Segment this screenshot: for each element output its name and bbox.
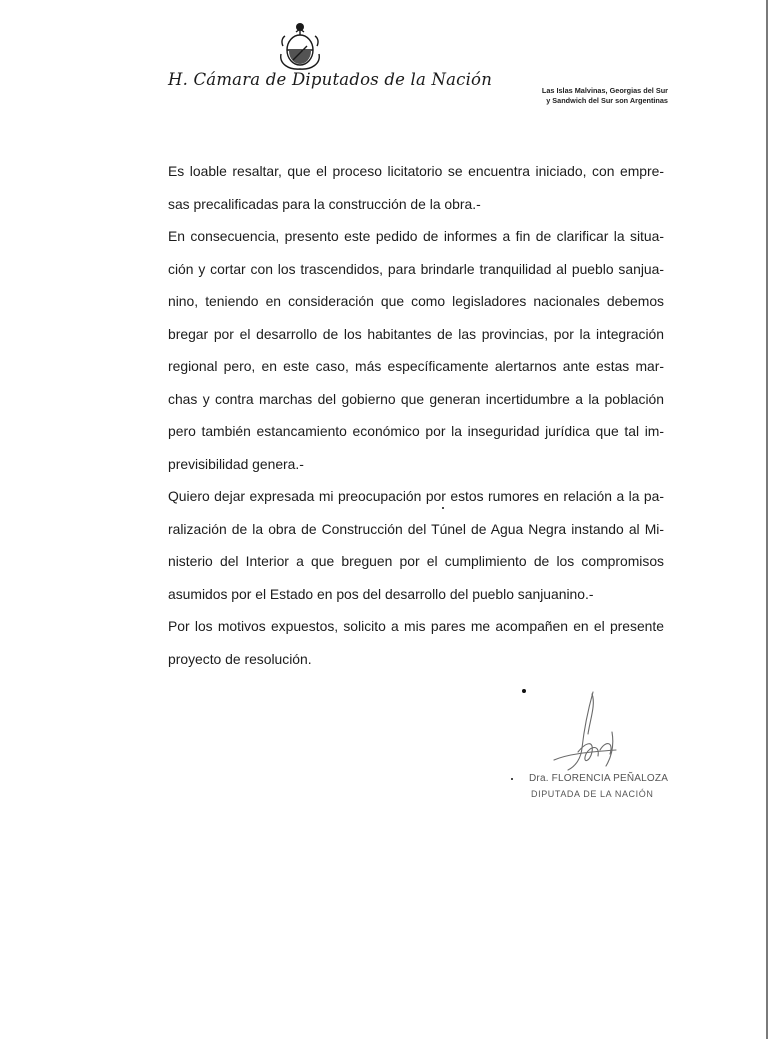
body-line: nisterio del Interior a que breguen por el cumplimiento de los compromisos [168,553,664,569]
document-body [168,155,664,675]
ink-dot [511,778,513,780]
body-line: proyecto de resolución. [168,650,312,667]
ink-dot [522,689,526,693]
signatory-name: Dra. FLORENCIA PEÑALOZA [529,773,669,784]
body-line: Por los motivos expuestos, solicito a mis pares me acompañen en el presente [168,618,664,634]
signatory-title: DIPUTADA DE LA NACIÓN [531,789,654,799]
malvinas-legend [500,86,668,106]
body-line: previsibilidad genera.- [168,455,304,472]
body-line: En consecuencia, presento este pedido de informes a fin de clarificar la situa- [168,228,664,244]
body-line: regional pero, en este caso, más específicamente alertarnos ante estas mar- [168,358,664,374]
body-line: ción y cortar con los trascendidos, para brindarle tranquilidad al pueblo sanjua- [168,260,664,277]
body-line: asumidos por el Estado en pos del desarrollo del pueblo sanjuanino.- [168,585,594,602]
body-line: sas precalificadas para la construcción de la obra.- [168,195,481,212]
body-line: pero también estancamiento económico por la inseguridad jurídica que tal im- [168,423,664,439]
malvinas-line-2: y Sandwich del Sur son Argentinas [546,96,668,105]
handwritten-signature [548,690,628,782]
body-line: nino, teniendo en consideración que como legisladores nacionales debemos [168,293,664,309]
body-line: bregar por el desarrollo de los habitantes de las provincias, por la integración [168,325,664,342]
body-line: chas y contra marchas del gobierno que generan incertidumbre a la población [168,390,664,407]
body-line: Es loable resaltar, que el proceso licitatorio se encuentra iniciado, con empre- [168,163,664,179]
chamber-name: H. Cámara de Diputados de la Nación [168,70,493,89]
ink-dot [442,507,444,509]
body-line: ralización de la obra de Construcción del Túnel de Agua Negra instando al Mi- [168,520,664,537]
body-line: Quiero dejar expresada mi preocupación por estos rumores en relación a la pa- [168,488,664,504]
national-coat-of-arms-icon [275,20,325,72]
malvinas-line-1: Las Islas Malvinas, Georgias del Sur [541,86,668,95]
